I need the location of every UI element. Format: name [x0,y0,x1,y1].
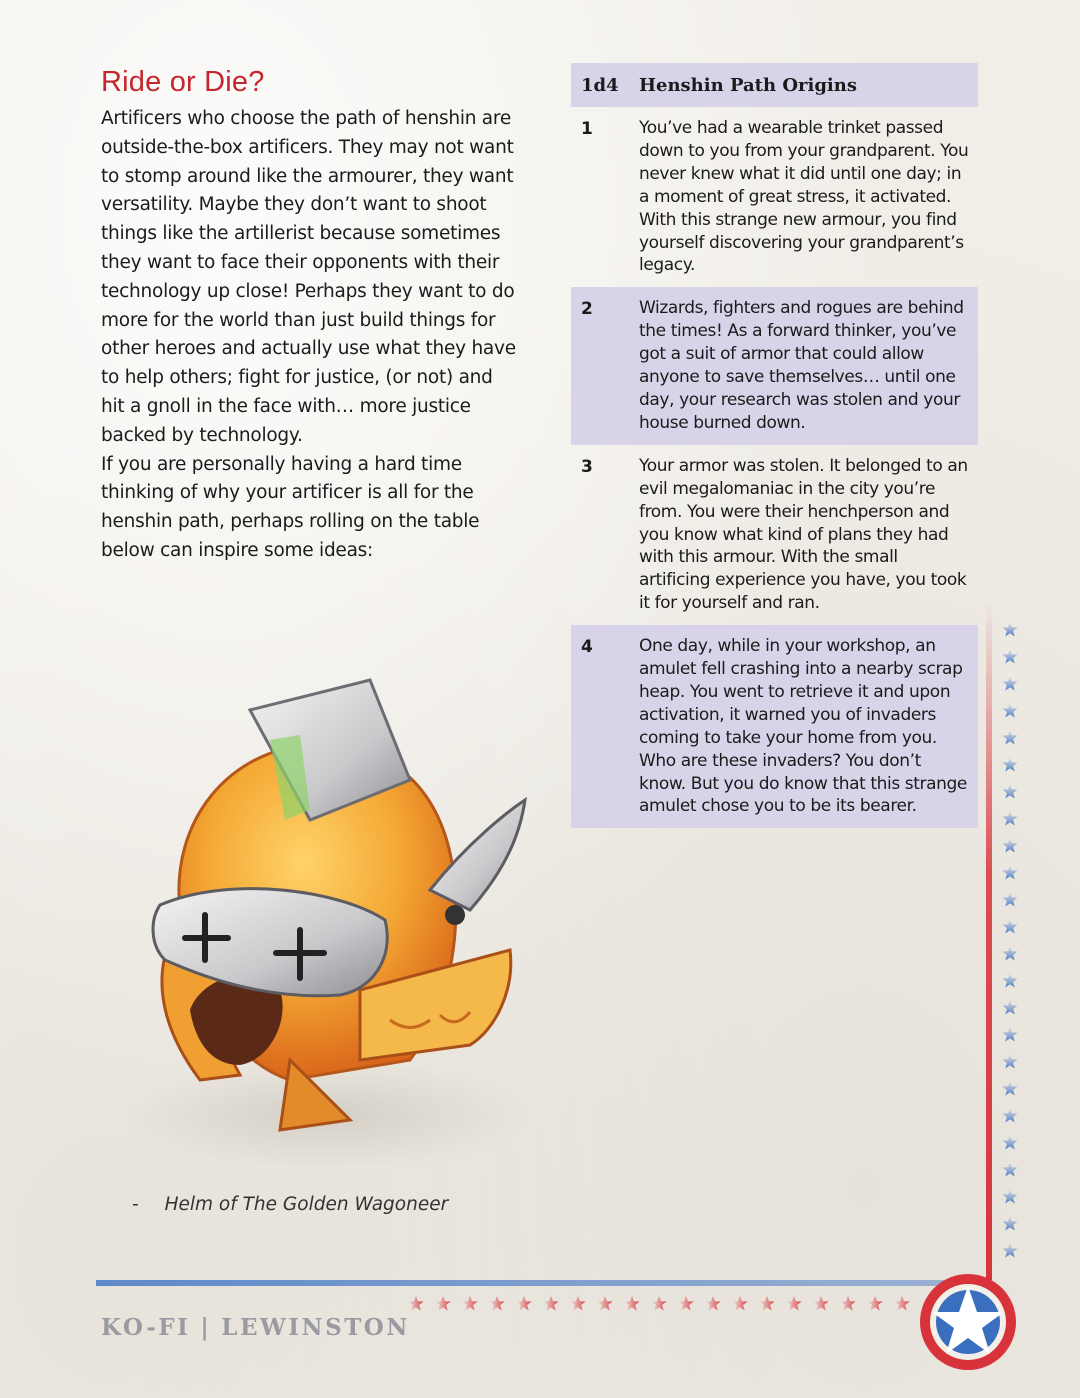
helm-illustration [110,660,540,1180]
border-star-icon [1002,1189,1017,1204]
section-title: Ride or Die? [101,66,265,98]
border-star-icon [1002,649,1017,664]
border-star-icon [813,1296,828,1311]
table-row-1 [571,107,978,287]
border-star-icon [1002,838,1017,853]
border-star-icon [462,1296,477,1311]
row-text: Wizards, fighters and rogues are behind the times! As a forward thinker, you’ve got a suit of armor that could allow anyone to save themselves… until one day, your research was stolen and your house burned down. [639,298,964,433]
border-star-icon [840,1296,855,1311]
henshin-origins-table [571,63,978,828]
border-star-icon [624,1296,639,1311]
border-star-icon [786,1296,801,1311]
border-star-icon [597,1296,612,1311]
header-die: 1d4 [581,74,619,96]
illustration-caption [132,1194,448,1215]
border-star-icon [867,1296,882,1311]
footer-brand [101,1314,410,1341]
body-paragraph-1: Artificers who choose the path of henshin are outside-the-box artificers. They may not want to stomp around like the armourer, they want versatility. Maybe they don’t want to shoot things like the artillerist because sometimes they want to face their opponents with their technology up close! Perhaps they want to do more for the world than just build things for other heroes and actually use what they have to help others; fight for justice, (or not) and hit a gnoll in the face with… more justice backed by technology. [101,108,516,446]
row-text: One day, while in your workshop, an amulet fell crashing into a nearby scrap heap. You went to retrieve it and upon activation, it warned you of invaders coming to take your home from you. Who are these invaders? You don’t know. But you do know that this strange amulet chose you to be its bearer. [639,636,967,817]
border-star-icon [489,1296,504,1311]
border-star-icon [543,1296,558,1311]
row-die: 1 [581,119,593,139]
row-text: You’ve had a wearable trinket passed down to you from your grandparent. You never knew what it did until one day; in a moment of great stress, it activated. With this strange new armour, you find yourself discovering your grandparent’s legacy. [639,118,969,276]
right-star-border [984,600,1024,1300]
caption-text: Helm of The Golden Wagoneer [164,1194,449,1215]
border-star-icon [1002,1027,1017,1042]
border-star-icon [1002,811,1017,826]
body-paragraph-2: If you are personally having a hard time thinking of why your artificer is all for the henshin path, perhaps rolling on the table below can inspire some ideas: [101,453,480,561]
border-star-icon [1002,946,1017,961]
border-star-icon [570,1296,585,1311]
border-star-icon [1002,1054,1017,1069]
border-star-icon [1002,1243,1017,1258]
border-star-icon [1002,784,1017,799]
border-star-icon [1002,865,1017,880]
table-row-2 [571,287,978,444]
border-star-icon [1002,1108,1017,1123]
footer-separator: | [200,1314,212,1341]
border-star-icon [1002,1162,1017,1177]
border-star-icon [435,1296,450,1311]
border-star-icon [408,1296,423,1311]
border-star-icon [651,1296,666,1311]
border-star-icon [1002,892,1017,907]
border-star-icon [1002,730,1017,745]
border-star-icon [1002,1081,1017,1096]
footer-right: LEWINSTON [221,1314,410,1341]
border-star-icon [732,1296,747,1311]
border-star-icon [1002,1216,1017,1231]
border-star-icon [516,1296,531,1311]
border-star-icon [678,1296,693,1311]
border-star-icon [1002,1000,1017,1015]
border-star-icon [1002,622,1017,637]
table-row-3 [571,445,978,625]
header-title: Henshin Path Origins [639,74,857,96]
border-star-icon [894,1296,909,1311]
row-text: Your armor was stolen. It belonged to an evil megalomaniac in the city you’re from. You were their henchperson and you know what kind of plans they had with this armour. With the small artificing experience you have, you took it for yourself and ran. [639,455,968,614]
border-star-icon [1002,973,1017,988]
table-header [571,63,978,107]
row-die: 3 [581,456,593,477]
row-die: 4 [581,637,593,658]
caption-dash: - [132,1194,139,1215]
border-star-icon [759,1296,774,1311]
intro-column [101,66,516,566]
border-star-icon [1002,676,1017,691]
footer-left: KO-FI [101,1314,191,1341]
border-star-icon [1002,703,1017,718]
border-star-icon [1002,1135,1017,1150]
border-star-icon [705,1296,720,1311]
border-star-icon [1002,919,1017,934]
border-star-icon [1002,757,1017,772]
star-badge-icon [918,1272,1018,1372]
row-die: 2 [581,299,593,320]
table-row-4 [571,625,978,828]
